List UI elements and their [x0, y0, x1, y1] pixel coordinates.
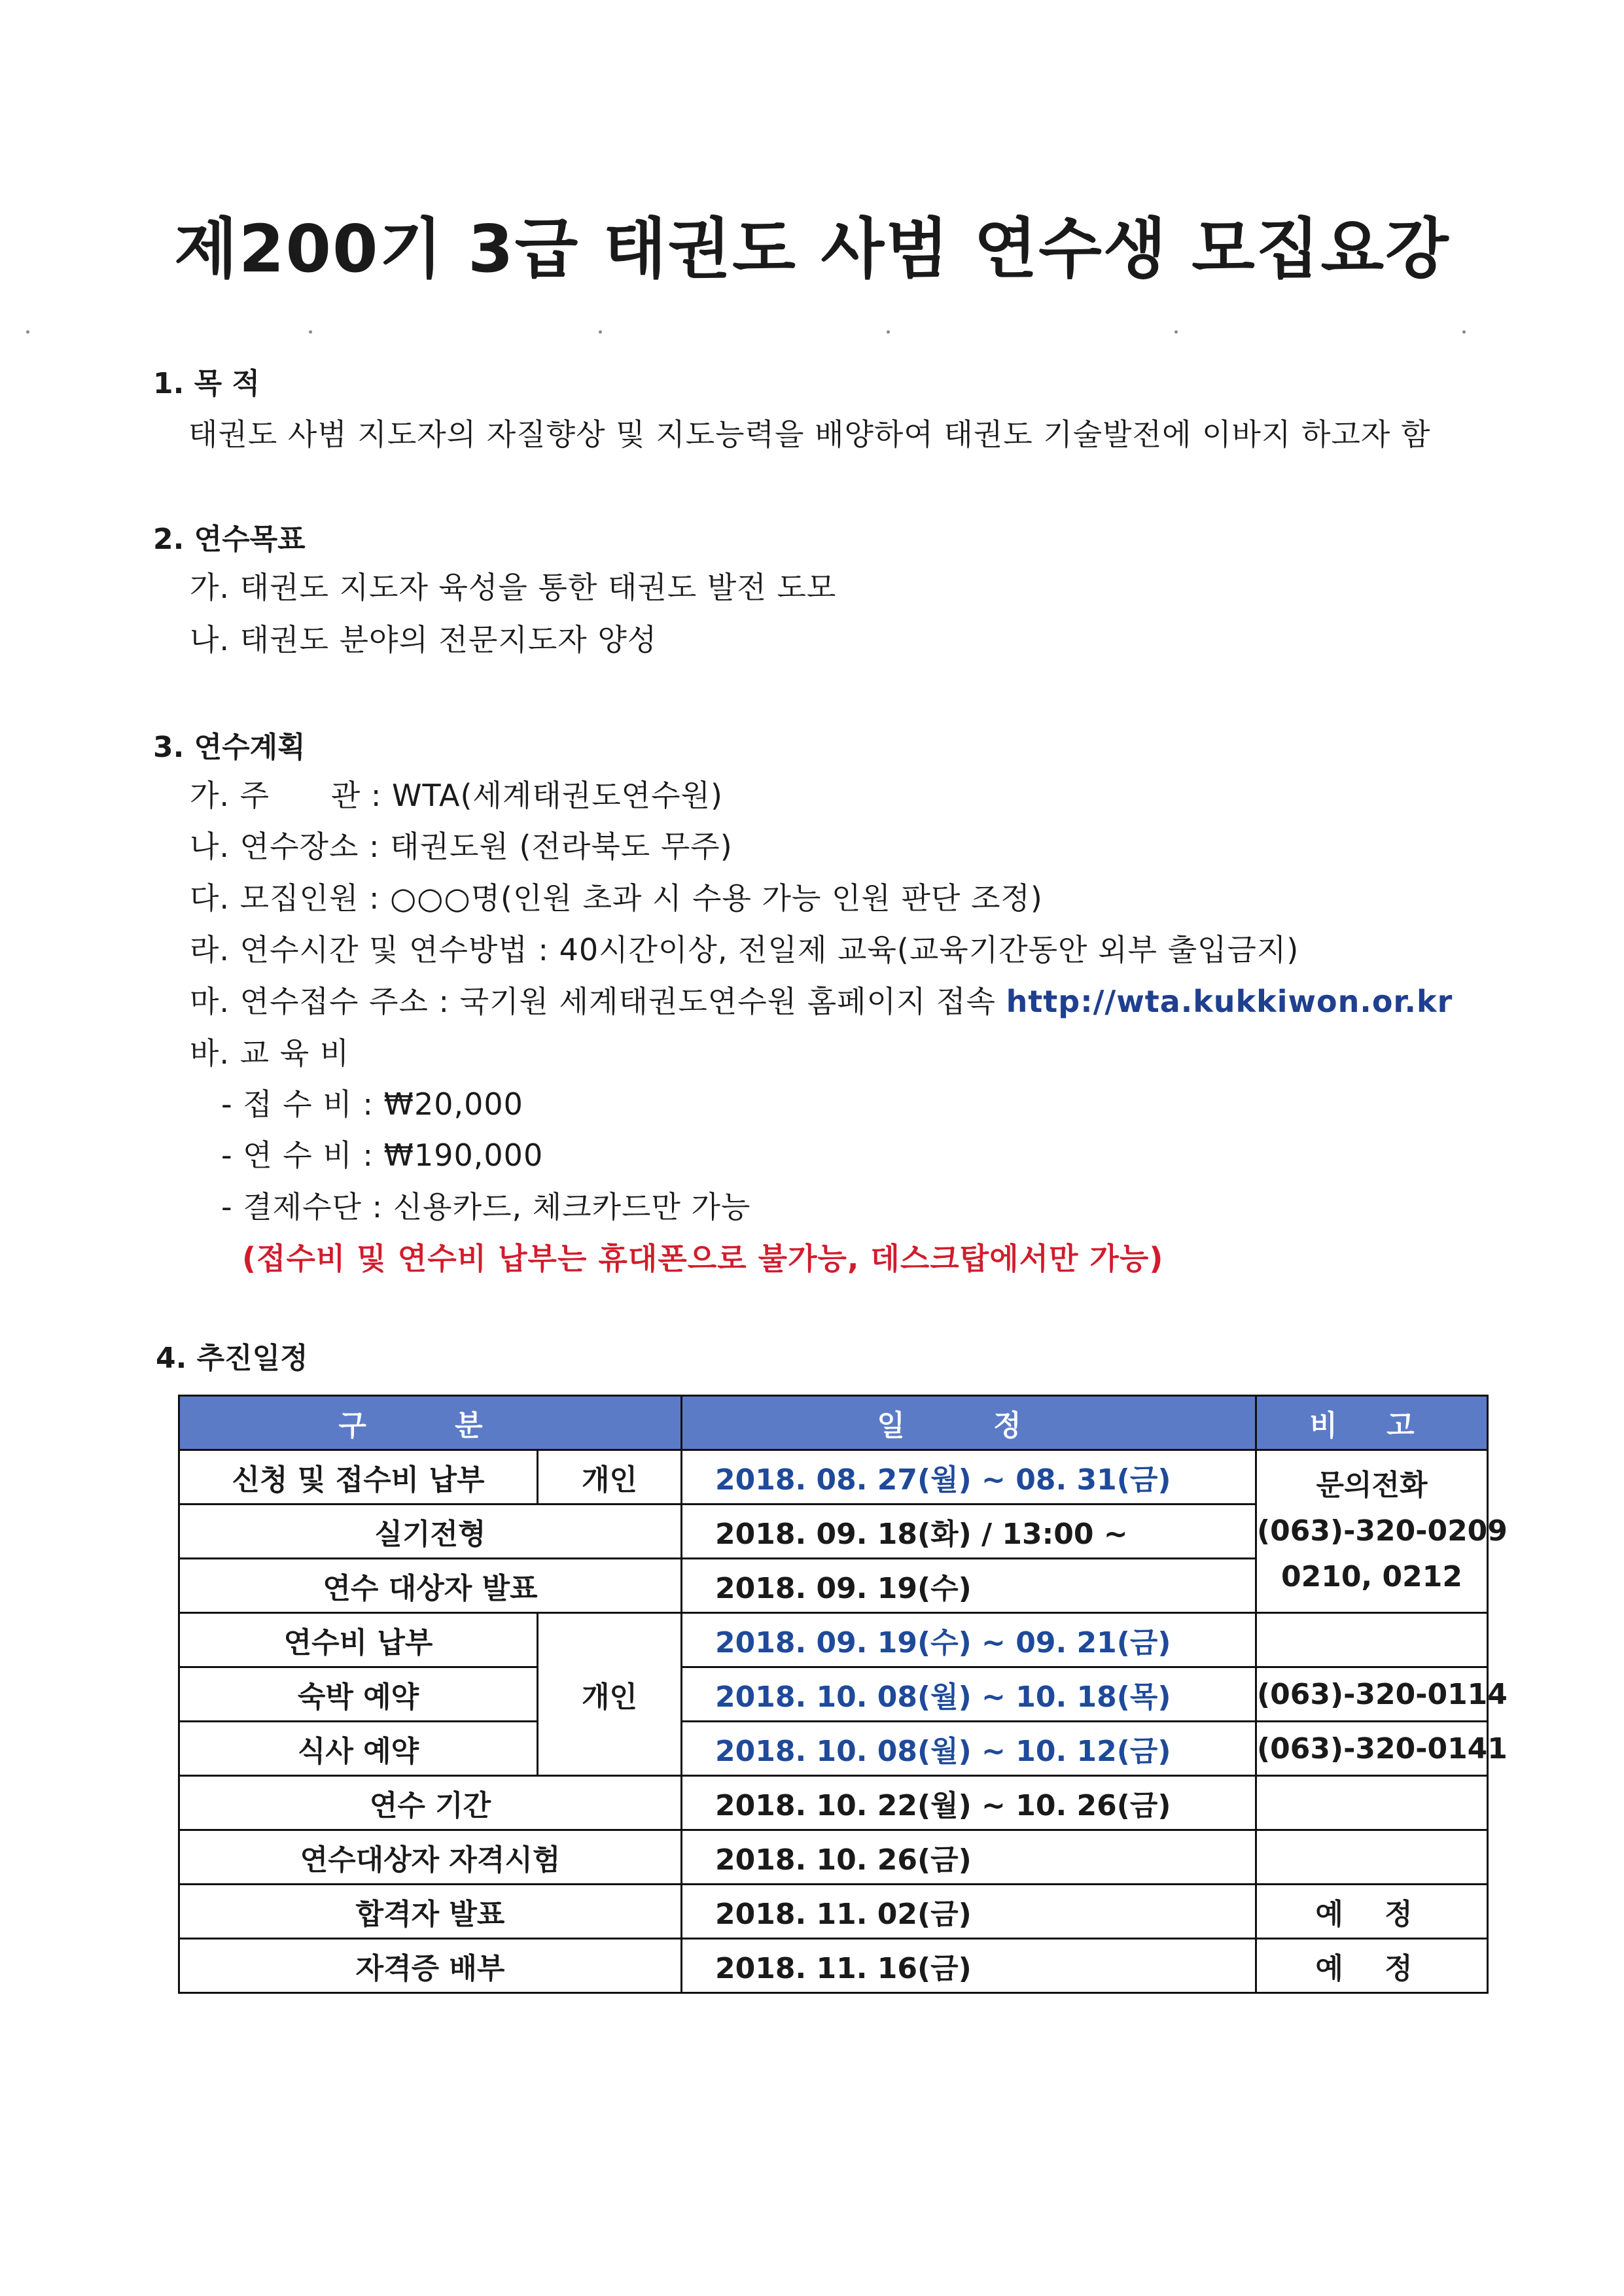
payment-warning: (접수비 및 연수비 납부는 휴대폰으로 불가능, 데스크탑에서만 가능) — [242, 1241, 1164, 1276]
plan-venue: 나. 연수장소 : 태권도원 (전라북도 무주) — [190, 829, 733, 864]
table-row — [179, 1450, 1488, 1505]
row-note — [1256, 1613, 1488, 1667]
row-note — [1256, 1776, 1488, 1830]
fee-application: - 접 수 비 : ₩20,000 — [221, 1087, 523, 1122]
scan-dot — [26, 330, 29, 334]
row-date: 2018. 11. 02(금) — [682, 1885, 1256, 1939]
page-title: 제200기 3급 태권도 사범 연수생 모집요강 — [174, 211, 1450, 287]
table-header-row — [179, 1396, 1488, 1450]
row-note — [1256, 1830, 1488, 1885]
row-category: 연수비 납부 — [179, 1613, 538, 1667]
contact-extensions: 0210, 0212 — [1281, 1560, 1462, 1593]
contact-label: 문의전화 — [1316, 1469, 1428, 1502]
row-date: 2018. 09. 18(화) / 13:00 ~ — [682, 1505, 1256, 1559]
contact-phone: (063)-320-0209 — [1257, 1514, 1508, 1548]
row-category: 연수 기간 — [179, 1776, 682, 1830]
row-category: 실기전형 — [179, 1505, 682, 1559]
header-category: 구 분 — [179, 1396, 682, 1450]
section-3-heading: 3. 연수계획 — [153, 731, 306, 764]
section-1-body: 태권도 사범 지도자의 자질향상 및 지도능력을 배양하여 태권도 기술발전에 이바지 하고자 함 — [188, 417, 1431, 452]
schedule-table — [178, 1395, 1508, 1994]
plan-application-text: 마. 연수접수 주소 : 국기원 세계태권도연수원 홈페이지 접속 — [190, 984, 1006, 1019]
table-row — [179, 1613, 1488, 1667]
row-category: 신청 및 접수비 납부 — [179, 1450, 538, 1505]
fee-training: - 연 수 비 : ₩190,000 — [221, 1138, 544, 1173]
row-date: 2018. 09. 19(수) — [682, 1559, 1256, 1613]
header-note: 비 고 — [1256, 1396, 1488, 1450]
plan-hours-method: 라. 연수시간 및 연수방법 : 40시간이상, 전일제 교육(교육기간동안 외부 출입금지) — [190, 932, 1299, 967]
section-2-item-ga: 가. 태권도 지도자 육성을 통한 태권도 발전 도모 — [190, 570, 837, 605]
row-date: 2018. 10. 22(월) ~ 10. 26(금) — [682, 1776, 1256, 1830]
row-date: 2018. 10. 26(금) — [682, 1830, 1256, 1885]
row-category: 숙박 예약 — [179, 1667, 538, 1722]
row-note: (063)-320-0114 — [1256, 1667, 1488, 1722]
row-category: 합격자 발표 — [179, 1885, 682, 1939]
row-date: 2018. 10. 08(월) ~ 10. 18(목) — [682, 1667, 1256, 1722]
row-date: 2018. 11. 16(금) — [682, 1939, 1256, 1993]
plan-application-address — [190, 978, 1453, 1021]
section-2-item-na: 나. 태권도 분야의 전문지도자 양성 — [190, 622, 658, 657]
row-category: 연수 대상자 발표 — [179, 1559, 682, 1613]
row-sub: 개인 — [538, 1450, 682, 1505]
table-row — [179, 1885, 1488, 1939]
row-date: 2018. 09. 19(수) ~ 09. 21(금) — [682, 1613, 1256, 1667]
row-note: (063)-320-0141 — [1256, 1722, 1488, 1776]
row-category: 연수대상자 자격시험 — [179, 1830, 682, 1885]
contact-note — [1256, 1450, 1508, 1613]
section-2-heading: 2. 연수목표 — [153, 523, 306, 556]
table-row — [179, 1939, 1488, 1993]
plan-fees-heading: 바. 교 육 비 — [190, 1035, 350, 1071]
table-row — [179, 1722, 1488, 1776]
row-sub-group: 개인 — [538, 1613, 682, 1776]
table-row — [179, 1830, 1488, 1885]
plan-organizer: 가. 주 관 : WTA(세계태권도연수원) — [190, 778, 723, 813]
header-date: 일 정 — [682, 1396, 1256, 1450]
row-date: 2018. 08. 27(월) ~ 08. 31(금) — [682, 1450, 1256, 1505]
fee-payment-method: - 결제수단 : 신용카드, 체크카드만 가능 — [221, 1189, 751, 1225]
scan-dot — [599, 330, 602, 334]
wta-website-link[interactable]: http://wta.kukkiwon.or.kr — [1006, 984, 1453, 1019]
scan-dot — [309, 330, 312, 334]
scan-dot — [887, 330, 890, 334]
row-note: 예 정 — [1256, 1885, 1488, 1939]
table-row — [179, 1667, 1488, 1722]
table-row — [179, 1776, 1488, 1830]
section-1-heading: 1. 목 적 — [153, 367, 260, 400]
row-category: 자격증 배부 — [179, 1939, 682, 1993]
row-note: 예 정 — [1256, 1939, 1488, 1993]
scan-dot — [1174, 330, 1178, 334]
scan-dot — [1462, 330, 1466, 334]
row-category: 식사 예약 — [179, 1722, 538, 1776]
plan-recruitment: 다. 모집인원 : ○○○명(인원 초과 시 수용 가능 인원 판단 조정) — [190, 880, 1043, 916]
row-date: 2018. 10. 08(월) ~ 10. 12(금) — [682, 1722, 1256, 1776]
section-4-heading: 4. 추진일정 — [156, 1342, 308, 1375]
